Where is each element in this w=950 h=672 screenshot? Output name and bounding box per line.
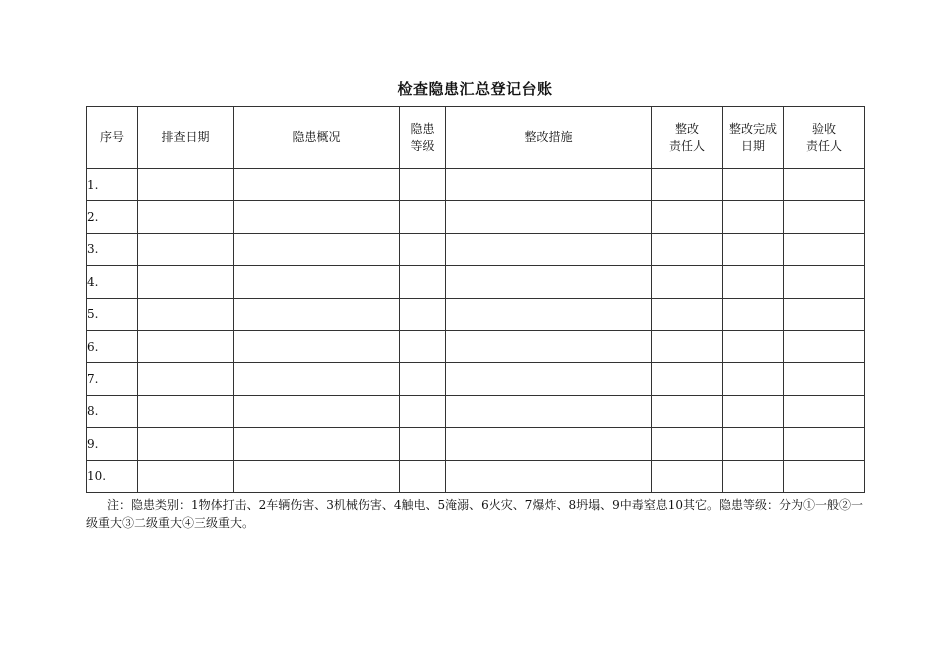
cell-done-date[interactable]: [723, 330, 784, 362]
cell-measures[interactable]: [446, 201, 652, 233]
table-row: [87, 363, 865, 395]
cell-rect-person[interactable]: [652, 169, 723, 201]
cell-measures[interactable]: [446, 233, 652, 265]
cell-level[interactable]: [400, 363, 446, 395]
cell-accept-person[interactable]: [784, 201, 865, 233]
cell-rect-person[interactable]: [652, 233, 723, 265]
column-header-line: 排查日期: [161, 130, 210, 144]
column-header-line: 隐患概况: [292, 130, 341, 144]
table-row: [87, 330, 865, 362]
cell-measures[interactable]: [446, 266, 652, 298]
row-number: 1.: [87, 169, 138, 201]
cell-measures[interactable]: [446, 330, 652, 362]
column-header-rect-person: [652, 107, 723, 169]
column-header-done-date: [723, 107, 784, 169]
cell-level[interactable]: [400, 201, 446, 233]
table-row: [87, 201, 865, 233]
row-number: 7.: [87, 363, 138, 395]
cell-overview[interactable]: [234, 395, 400, 427]
cell-date[interactable]: [138, 298, 234, 330]
cell-rect-person[interactable]: [652, 330, 723, 362]
cell-date[interactable]: [138, 395, 234, 427]
cell-accept-person[interactable]: [784, 233, 865, 265]
cell-date[interactable]: [138, 233, 234, 265]
cell-date[interactable]: [138, 460, 234, 492]
column-header-line: 整改措施: [524, 130, 573, 144]
column-header-line: 隐患: [410, 121, 435, 136]
cell-level[interactable]: [400, 395, 446, 427]
cell-accept-person[interactable]: [784, 395, 865, 427]
table-body: [87, 169, 865, 493]
column-header-level: [400, 107, 446, 169]
cell-date[interactable]: [138, 428, 234, 460]
table-header-row: [87, 107, 865, 169]
cell-overview[interactable]: [234, 169, 400, 201]
row-number: 9.: [87, 428, 138, 460]
table-row: [87, 266, 865, 298]
column-header-line: 验收: [811, 121, 836, 136]
table-row: [87, 169, 865, 201]
cell-done-date[interactable]: [723, 363, 784, 395]
cell-done-date[interactable]: [723, 428, 784, 460]
cell-accept-person[interactable]: [784, 363, 865, 395]
cell-accept-person[interactable]: [784, 330, 865, 362]
row-number: 5.: [87, 298, 138, 330]
column-header-measures: [446, 107, 652, 169]
cell-rect-person[interactable]: [652, 298, 723, 330]
cell-overview[interactable]: [234, 233, 400, 265]
cell-done-date[interactable]: [723, 233, 784, 265]
cell-measures[interactable]: [446, 298, 652, 330]
cell-overview[interactable]: [234, 330, 400, 362]
row-number: 8.: [87, 395, 138, 427]
column-header-seq: [87, 107, 138, 169]
cell-done-date[interactable]: [723, 201, 784, 233]
cell-level[interactable]: [400, 330, 446, 362]
row-number: 4.: [87, 266, 138, 298]
cell-date[interactable]: [138, 169, 234, 201]
cell-level[interactable]: [400, 169, 446, 201]
cell-date[interactable]: [138, 201, 234, 233]
cell-rect-person[interactable]: [652, 460, 723, 492]
column-header-line: 等级: [410, 138, 435, 153]
column-header-line: 责任人: [805, 138, 842, 153]
cell-done-date[interactable]: [723, 266, 784, 298]
column-header-line: 序号: [99, 130, 124, 144]
cell-level[interactable]: [400, 298, 446, 330]
column-header-date: [138, 107, 234, 169]
cell-done-date[interactable]: [723, 169, 784, 201]
cell-overview[interactable]: [234, 298, 400, 330]
column-header-line: 日期: [740, 138, 765, 153]
document-title: 检查隐患汇总登记台账: [397, 80, 553, 98]
column-header-line: 整改: [674, 121, 699, 136]
cell-level[interactable]: [400, 428, 446, 460]
row-number: 3.: [87, 233, 138, 265]
table-row: [87, 395, 865, 427]
cell-level[interactable]: [400, 460, 446, 492]
cell-measures[interactable]: [446, 460, 652, 492]
cell-overview[interactable]: [234, 363, 400, 395]
row-number: 10.: [87, 460, 138, 492]
cell-date[interactable]: [138, 330, 234, 362]
table-row: [87, 460, 865, 492]
cell-overview[interactable]: [234, 428, 400, 460]
cell-accept-person[interactable]: [784, 428, 865, 460]
table-row: [87, 233, 865, 265]
cell-accept-person[interactable]: [784, 460, 865, 492]
cell-done-date[interactable]: [723, 460, 784, 492]
cell-measures[interactable]: [446, 169, 652, 201]
cell-rect-person[interactable]: [652, 363, 723, 395]
table-row: [87, 428, 865, 460]
cell-level[interactable]: [400, 233, 446, 265]
cell-accept-person[interactable]: [784, 298, 865, 330]
cell-measures[interactable]: [446, 363, 652, 395]
cell-level[interactable]: [400, 266, 446, 298]
column-header-line: 整改完成: [728, 121, 777, 136]
cell-done-date[interactable]: [723, 395, 784, 427]
cell-rect-person[interactable]: [652, 201, 723, 233]
cell-rect-person[interactable]: [652, 266, 723, 298]
cell-accept-person[interactable]: [784, 266, 865, 298]
cell-measures[interactable]: [446, 395, 652, 427]
column-header-accept-person: [784, 107, 865, 169]
cell-overview[interactable]: [234, 266, 400, 298]
cell-overview[interactable]: [234, 460, 400, 492]
cell-done-date[interactable]: [723, 298, 784, 330]
footnote: 注：隐患类别：1物体打击、2车辆伤害、3机械伤害、4触电、5淹溺、6火灾、7爆炸、8坍塌、9中毒窒息10其它。隐患等级：分为①一般②一级重大③二级重大④三级重大。: [86, 498, 863, 530]
cell-date[interactable]: [138, 266, 234, 298]
table-row: [87, 298, 865, 330]
cell-accept-person[interactable]: [784, 169, 865, 201]
cell-date[interactable]: [138, 363, 234, 395]
row-number: 2.: [87, 201, 138, 233]
column-header-overview: [234, 107, 400, 169]
row-number: 6.: [87, 330, 138, 362]
column-header-line: 责任人: [668, 138, 705, 153]
cell-overview[interactable]: [234, 201, 400, 233]
cell-measures[interactable]: [446, 428, 652, 460]
hazard-ledger-table: [86, 106, 865, 493]
cell-rect-person[interactable]: [652, 428, 723, 460]
cell-rect-person[interactable]: [652, 395, 723, 427]
